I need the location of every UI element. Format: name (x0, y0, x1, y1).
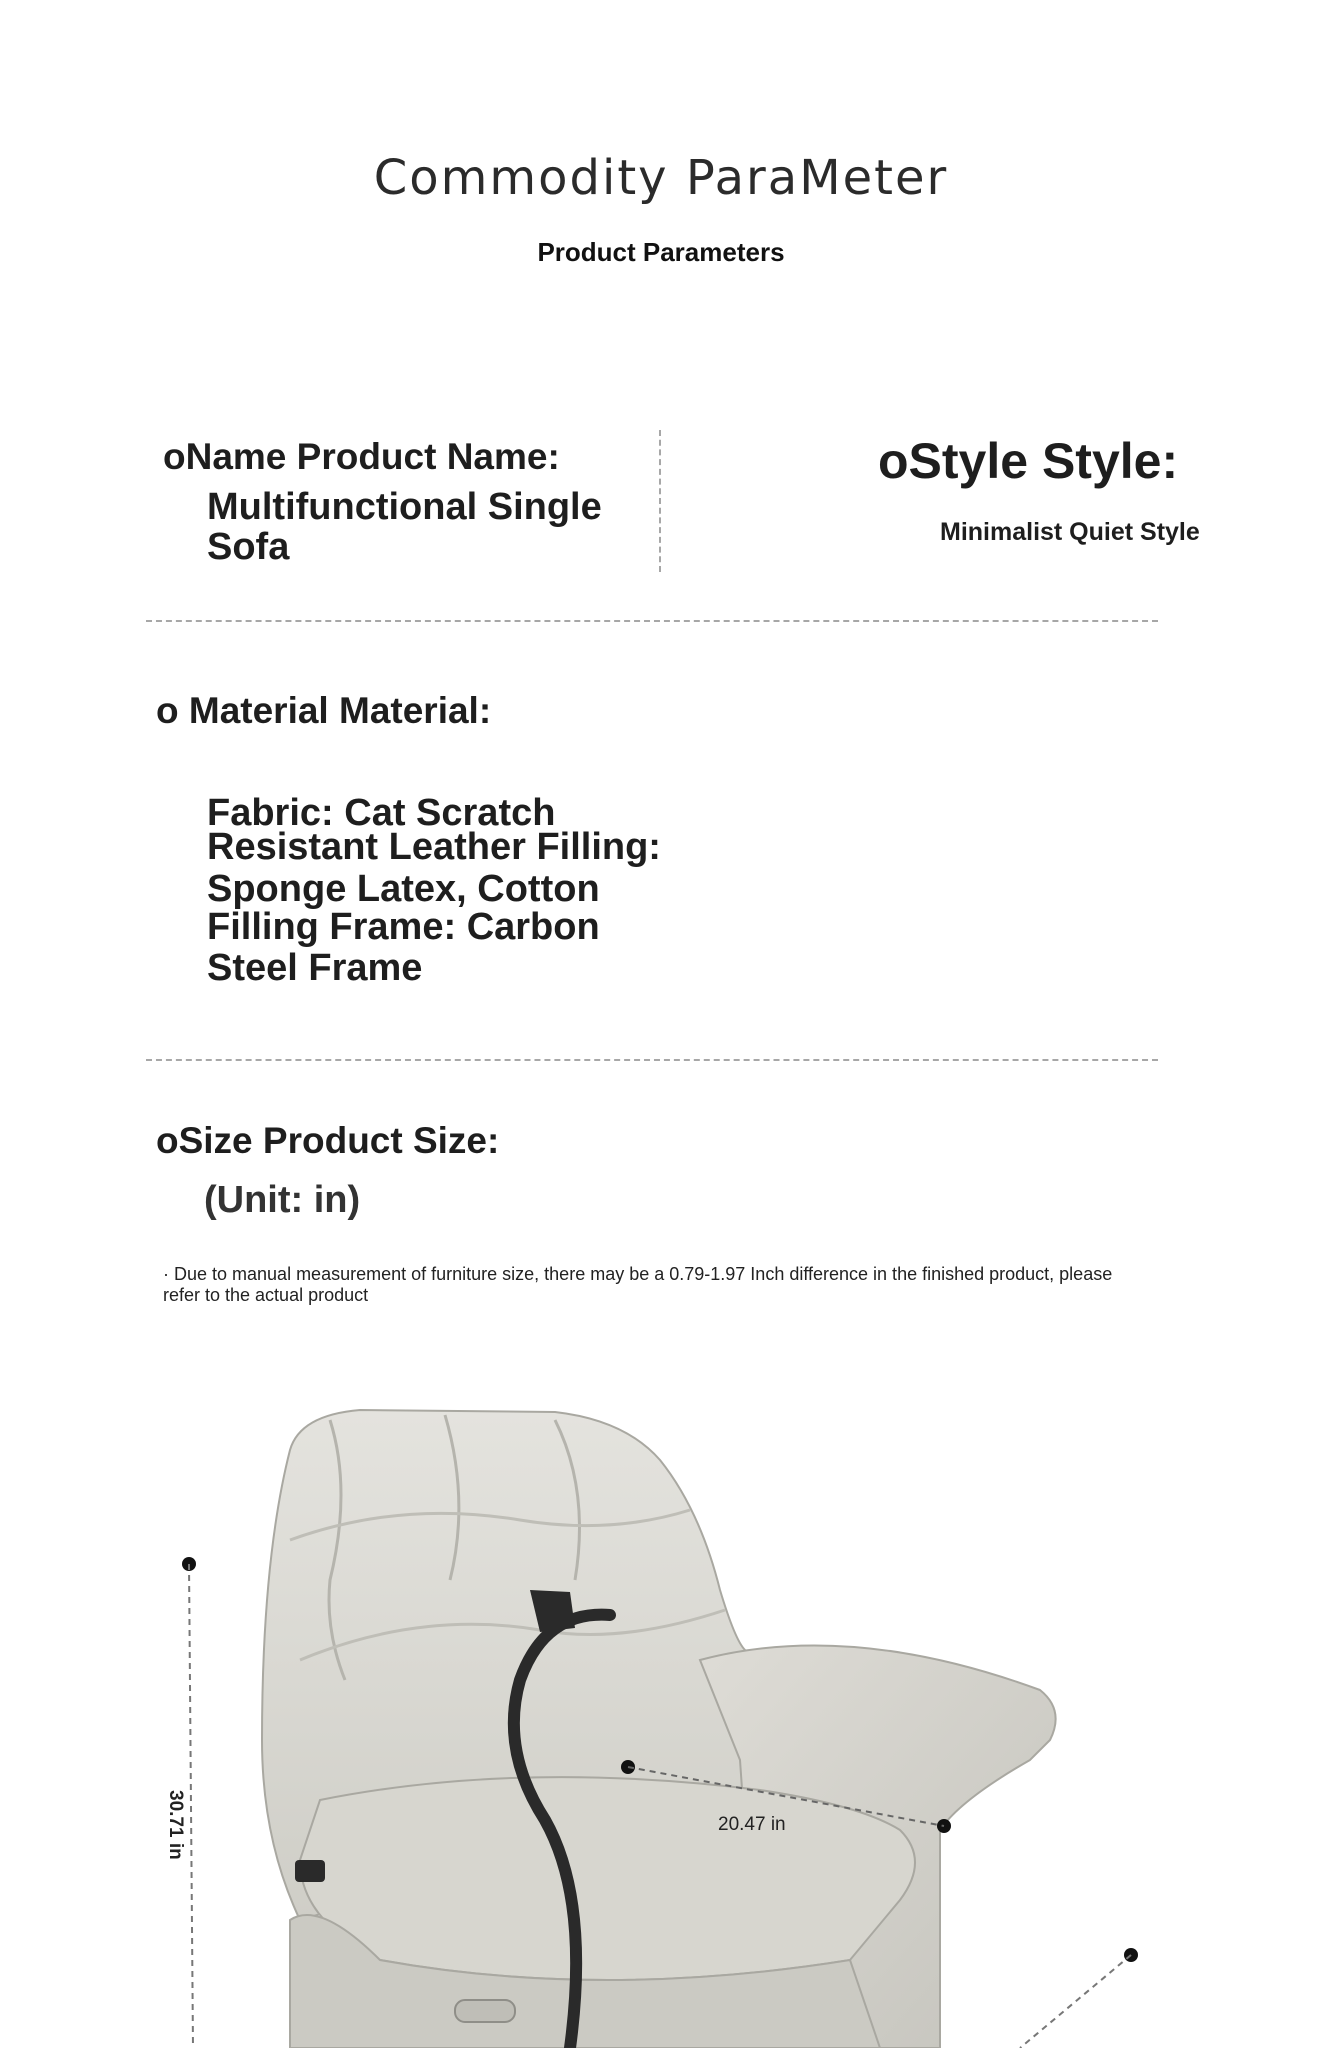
section-divider-1 (146, 620, 1158, 622)
sofa-seat-cushion (300, 1777, 915, 1980)
section-divider-2 (146, 1059, 1158, 1061)
size-label: oSize Product Size: (156, 1120, 500, 1161)
column-divider (659, 430, 661, 572)
material-line-5: Steel Frame (207, 947, 423, 989)
product-name-label: oName Product Name: (163, 436, 560, 477)
style-value: Minimalist Quiet Style (940, 518, 1200, 546)
material-line-1: Fabric: Cat Scratch (207, 792, 556, 834)
phone-holder-base-clamp (295, 1860, 325, 1882)
product-name-value-line1: Multifunctional Single (207, 486, 602, 528)
material-line-2: Resistant Leather Filling: (207, 826, 661, 868)
size-note: · Due to manual measurement of furniture size, there may be a 0.79-1.97 Inch difference in the finished product, please refer to the actual product (163, 1264, 1113, 1305)
sofa-control-button (455, 2000, 515, 2022)
height-dim-line (189, 1564, 193, 2048)
depth-dim-label: 20.47 in (718, 1814, 786, 1835)
material-line-3: Sponge Latex, Cotton (207, 868, 600, 910)
material-label: o Material Material: (156, 690, 492, 731)
page-title: Commodity ParaMeter (373, 150, 949, 206)
material-line-4: Filling Frame: Carbon (207, 906, 600, 948)
product-name-value-line2: Sofa (207, 526, 290, 568)
page-subtitle: Product Parameters (537, 237, 785, 267)
sofa-product-image (0, 1360, 1322, 2048)
size-unit: (Unit: in) (204, 1179, 361, 1221)
height-dim-label: 30.71 in (165, 1790, 186, 1860)
width-dim-line (1020, 1955, 1131, 2048)
style-label: oStyle Style: (878, 433, 1179, 489)
